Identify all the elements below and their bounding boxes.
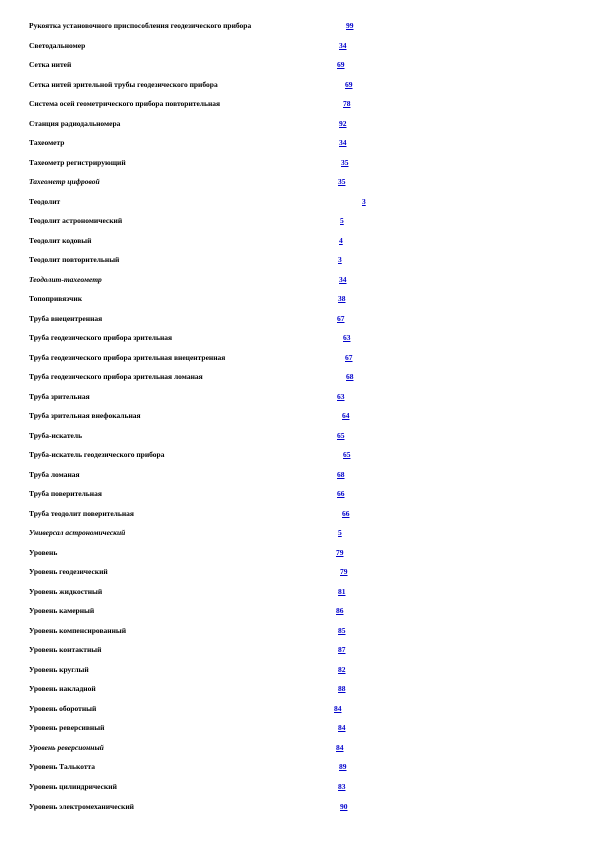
page-link[interactable]: 34 [339, 275, 347, 284]
index-entry [0, 800, 595, 813]
index-entry [0, 409, 595, 422]
index-term: Уровень накладной [29, 684, 96, 693]
index-entry [0, 390, 595, 403]
index-entry [0, 643, 595, 656]
index-entry [0, 273, 595, 286]
page-link[interactable]: 3 [338, 255, 342, 264]
page-link[interactable]: 84 [334, 704, 342, 713]
index-term: Топопривязчик [29, 294, 83, 303]
index-term: Уровень компенсированный [29, 626, 127, 635]
page-link[interactable]: 4 [339, 236, 343, 245]
page-link[interactable]: 65 [343, 450, 351, 459]
index-term: Станция радиодальномера [29, 119, 121, 128]
index-term: Труба зрительная [29, 392, 90, 401]
index-term: Труба геодезического прибора зрительная внецентренная [29, 353, 226, 362]
page-link[interactable]: 69 [345, 80, 353, 89]
index-entry [0, 195, 595, 208]
page-link[interactable]: 81 [338, 587, 346, 596]
page-link[interactable]: 78 [343, 99, 351, 108]
page-link[interactable]: 68 [337, 470, 345, 479]
index-entry [0, 721, 595, 734]
index-term: Уровень электромеханический [29, 802, 134, 811]
page-link[interactable]: 68 [346, 372, 354, 381]
index-term: Труба геодезического прибора зрительная [29, 333, 173, 342]
index-entry [0, 214, 595, 227]
page-link[interactable]: 5 [338, 528, 342, 537]
index-entry [0, 741, 595, 754]
index-entry [0, 39, 595, 52]
index-term: Система осей геометрического прибора повторительная [29, 99, 221, 108]
index-entry [0, 136, 595, 149]
index-term: Теодолит астрономический [29, 216, 123, 225]
index-entry [0, 351, 595, 364]
index-entry [0, 624, 595, 637]
index-entry [0, 97, 595, 110]
index-entry [0, 58, 595, 71]
index-term: Труба-искатель геодезического прибора [29, 450, 165, 459]
index-entry [0, 682, 595, 695]
index-term: Тахеометр цифровой [29, 177, 100, 186]
index-term: Уровень жидкостный [29, 587, 103, 596]
index-entry [0, 370, 595, 383]
index-term: Рукоятка установочного приспособления геодезического прибора [29, 21, 252, 30]
index-term: Труба-искатель [29, 431, 83, 440]
index-term: Труба геодезического прибора зрительная ломаная [29, 372, 203, 381]
index-entry [0, 292, 595, 305]
index-entry [0, 507, 595, 520]
page-link[interactable]: 63 [343, 333, 351, 342]
page-link[interactable]: 63 [337, 392, 345, 401]
index-term: Тахеометр [29, 138, 65, 147]
index-term: Труба ломаная [29, 470, 80, 479]
index-term: Светодальномер [29, 41, 86, 50]
index-entry [0, 253, 595, 266]
page-link[interactable]: 87 [338, 645, 346, 654]
index-entry [0, 448, 595, 461]
page-link[interactable]: 84 [336, 743, 344, 752]
index-entry [0, 780, 595, 793]
index-entry [0, 234, 595, 247]
page-link[interactable]: 35 [338, 177, 346, 186]
index-entry [0, 312, 595, 325]
page-link[interactable]: 69 [337, 60, 345, 69]
index-entry [0, 546, 595, 559]
index-term: Сетка нитей зрительной трубы геодезического прибора [29, 80, 218, 89]
index-entry [0, 19, 595, 32]
page-link[interactable]: 82 [338, 665, 346, 674]
index-entry [0, 760, 595, 773]
index-entry [0, 156, 595, 169]
index-entry [0, 468, 595, 481]
page-link[interactable]: 90 [340, 802, 348, 811]
page-link[interactable]: 88 [338, 684, 346, 693]
index-entry [0, 331, 595, 344]
index-entry [0, 585, 595, 598]
index-entry [0, 663, 595, 676]
page-link[interactable]: 66 [342, 509, 350, 518]
index-term: Труба внецентренная [29, 314, 103, 323]
index-term: Теодолит-тахеометр [29, 275, 102, 284]
page-link[interactable]: 79 [340, 567, 348, 576]
index-entry [0, 487, 595, 500]
page-link[interactable]: 38 [338, 294, 346, 303]
index-term: Теодолит повторительный [29, 255, 120, 264]
index-entry [0, 117, 595, 130]
index-term: Уровень [29, 548, 58, 557]
index-entry [0, 565, 595, 578]
index-term: Универсал астрономический [29, 528, 126, 537]
page-link[interactable]: 64 [342, 411, 350, 420]
page-link[interactable]: 3 [362, 197, 366, 206]
index-term: Труба теодолит поверительная [29, 509, 134, 518]
page-link[interactable]: 66 [337, 489, 345, 498]
index-entry [0, 526, 595, 539]
index-term: Уровень Талькотта [29, 762, 96, 771]
index-entry [0, 702, 595, 715]
page-link[interactable]: 67 [345, 353, 353, 362]
index-entry [0, 175, 595, 188]
index-term: Уровень оборотный [29, 704, 97, 713]
index-term: Теодолит кодовый [29, 236, 92, 245]
page-link[interactable]: 83 [338, 782, 346, 791]
index-term: Сетка нитей [29, 60, 72, 69]
index-term: Уровень реверсионный [29, 743, 104, 752]
page-link[interactable]: 84 [338, 723, 346, 732]
page-link[interactable]: 85 [338, 626, 346, 635]
page-link[interactable]: 67 [337, 314, 345, 323]
page-link[interactable]: 99 [346, 21, 354, 30]
page-link[interactable]: 34 [339, 41, 347, 50]
page-link[interactable]: 89 [339, 762, 347, 771]
page-link[interactable]: 35 [341, 158, 349, 167]
index-term: Уровень круглый [29, 665, 89, 674]
page-link[interactable]: 5 [340, 216, 344, 225]
index-term: Уровень реверсивный [29, 723, 105, 732]
index-term: Тахеометр регистрирующий [29, 158, 126, 167]
index-term: Уровень геодезический [29, 567, 108, 576]
page-link[interactable]: 79 [336, 548, 344, 557]
page-link[interactable]: 86 [336, 606, 344, 615]
index-term: Уровень контактный [29, 645, 102, 654]
page-link[interactable]: 92 [339, 119, 347, 128]
index-term: Теодолит [29, 197, 61, 206]
index-entry [0, 604, 595, 617]
page-link[interactable]: 65 [337, 431, 345, 440]
index-term: Труба зрительная внефокальная [29, 411, 141, 420]
page-link[interactable]: 34 [339, 138, 347, 147]
index-term: Уровень камерный [29, 606, 95, 615]
index-entry [0, 429, 595, 442]
index-term: Уровень цилиндрический [29, 782, 117, 791]
index-term: Труба поверительная [29, 489, 102, 498]
index-entry [0, 78, 595, 91]
